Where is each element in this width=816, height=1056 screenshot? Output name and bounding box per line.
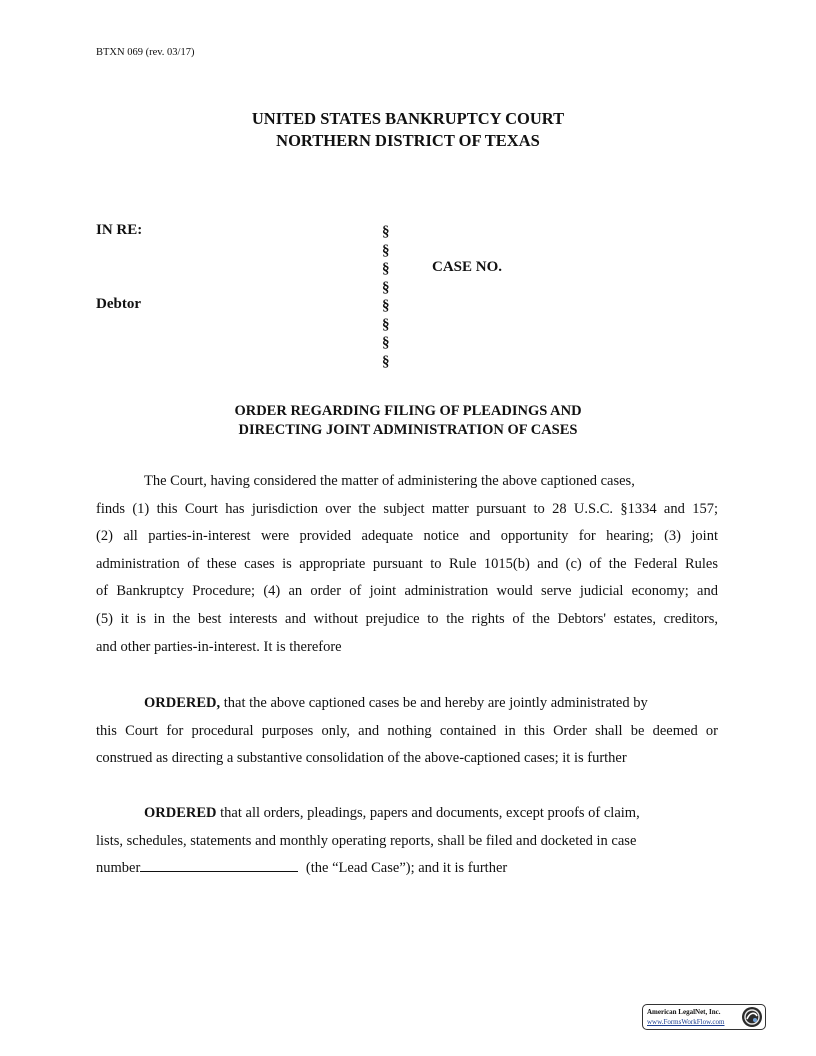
findings-paragraph: [96, 468, 718, 661]
section-mark: §: [382, 353, 390, 370]
ordered-keyword: ORDERED: [144, 805, 217, 821]
section-mark: §: [382, 242, 390, 259]
paragraph-line: of Bankruptcy Procedure; (4) an order of joint administration would serve judicial economy; and: [96, 583, 718, 600]
form-code: BTXN 069 (rev. 03/17): [96, 47, 195, 58]
paragraph-text: that the above captioned cases be and hereby are jointly administrated by: [223, 695, 648, 711]
paragraph-text: that all orders, pleadings, papers and documents, except proofs of claim,: [220, 805, 640, 821]
joint-administration-paragraph: [96, 690, 718, 773]
debtor-label: Debtor: [96, 296, 141, 312]
paragraph-line: construed as directing a substantive consolidation of the above-captioned cases; it is further: [96, 750, 627, 767]
paragraph-line: (5) it is in the best interests and without prejudice to the rights of the Debtors' estates, creditors,: [96, 610, 718, 627]
section-mark: §: [382, 224, 390, 240]
paragraph-line: this Court for procedural purposes only, and nothing contained in this Order shall be deemed or: [96, 722, 718, 739]
paragraph-text: (the “Lead Case”); and it is further: [305, 860, 508, 877]
order-title-line2: DIRECTING JOINT ADMINISTRATION OF CASES: [238, 422, 578, 438]
paragraph-line: [96, 855, 718, 883]
case-number-label: CASE NO.: [432, 259, 503, 275]
lead-case-number-blank[interactable]: [140, 857, 298, 872]
section-mark: §: [382, 335, 390, 351]
paragraph-line: lists, schedules, statements and monthly operating reports, shall be filed and docketed in case: [96, 832, 637, 849]
in-re-label: IN RE:: [96, 222, 143, 238]
paragraph-line: The Court, having considered the matter of administering the above captioned cases,: [144, 473, 635, 489]
badge-website-link[interactable]: www.FormsWorkFlow.com: [647, 1018, 725, 1026]
paragraph-text: number: [96, 860, 141, 877]
paragraph-line: and other parties-in-interest. It is therefore: [96, 638, 342, 655]
section-mark: §: [382, 261, 390, 277]
paragraph-line: administration of these cases is appropriate pursuant to Rule 1015(b) and (c) of the Federal Rules: [96, 555, 718, 572]
paragraph-line: finds (1) this Court has jurisdiction over the subject matter pursuant to 28 U.S.C. §1334 and 157;: [96, 500, 718, 517]
paragraph-line: (2) all parties-in-interest were provided adequate notice and opportunity for hearing; (3) joint: [96, 528, 718, 545]
badge-company: American LegalNet, Inc.: [647, 1008, 721, 1016]
order-title-line1: ORDER REGARDING FILING OF PLEADINGS AND: [234, 403, 582, 419]
paragraph-line: [96, 690, 718, 718]
filing-paragraph: [96, 800, 718, 883]
ordered-keyword: ORDERED,: [144, 695, 221, 711]
paragraph-line: [96, 800, 718, 828]
globe-logo-icon: [741, 1006, 763, 1028]
section-mark-column: [382, 223, 390, 371]
court-district: NORTHERN DISTRICT OF TEXAS: [276, 131, 540, 150]
court-name: UNITED STATES BANKRUPTCY COURT: [251, 109, 565, 128]
section-mark: §: [382, 298, 390, 314]
american-legalnet-badge[interactable]: [642, 1004, 766, 1030]
section-mark: §: [382, 316, 390, 333]
section-mark: §: [382, 279, 390, 296]
